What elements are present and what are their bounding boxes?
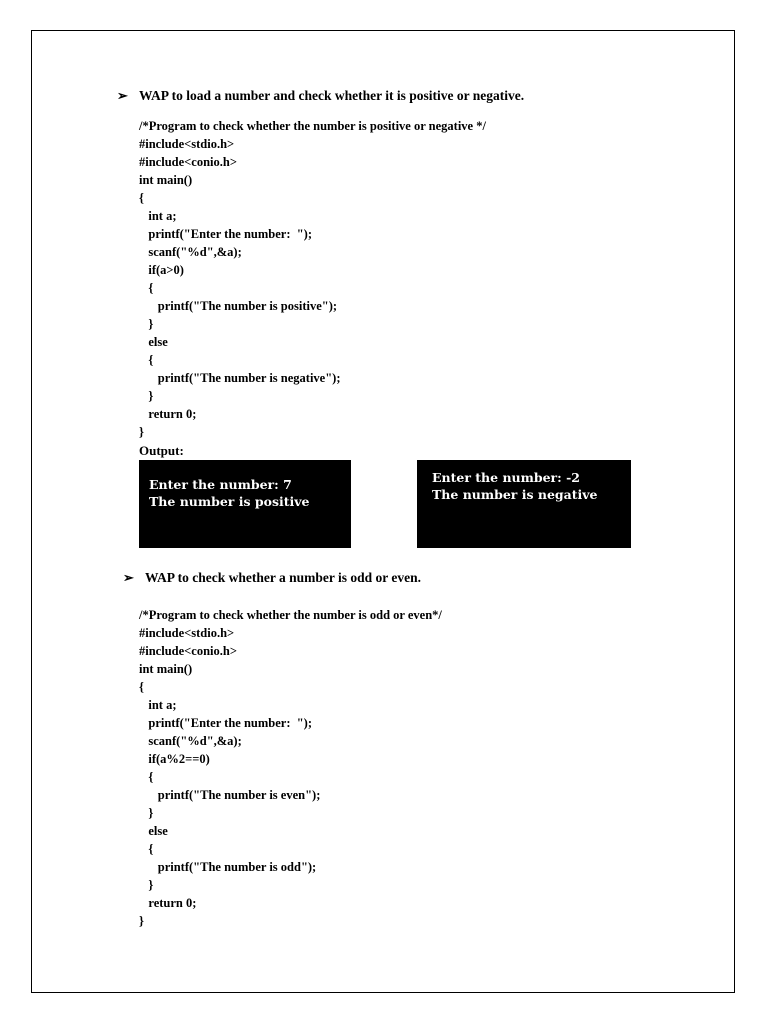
section1-code-block	[139, 117, 486, 441]
section2-heading	[123, 570, 421, 586]
console-line: The number is negative	[432, 487, 598, 502]
code-line: {	[139, 842, 154, 856]
console-line: Enter the number: -2	[432, 470, 580, 485]
code-line: }	[139, 914, 144, 928]
code-line: scanf("%d",&a);	[139, 734, 242, 748]
code-line: return 0;	[139, 896, 197, 910]
code-line: {	[139, 191, 144, 205]
output-label: Output:	[139, 443, 184, 458]
code-line: if(a%2==0)	[139, 752, 210, 766]
code-line: if(a>0)	[139, 263, 184, 277]
arrow-bullet-icon: ➢	[123, 570, 134, 585]
code-line: printf("Enter the number: ");	[139, 227, 313, 241]
code-line: /*Program to check whether the number is positive or negative */	[139, 119, 486, 133]
code-line: {	[139, 770, 154, 784]
section1-heading-text: WAP to load a number and check whether it is positive or negative.	[139, 88, 525, 103]
code-line: else	[139, 335, 168, 349]
code-line: printf("The number is negative");	[139, 371, 341, 385]
code-line: #include<conio.h>	[139, 155, 237, 169]
code-line: }	[139, 878, 154, 892]
code-line: printf("Enter the number: ");	[139, 716, 313, 730]
code-line: /*Program to check whether the number is odd or even*/	[139, 608, 442, 622]
code-line: int main()	[139, 173, 193, 187]
console-line: The number is positive	[149, 494, 310, 509]
code-line: #include<stdio.h>	[139, 626, 235, 640]
section2-code-block	[139, 606, 442, 930]
code-line: }	[139, 317, 154, 331]
code-line: int a;	[139, 698, 177, 712]
code-line: printf("The number is even");	[139, 788, 321, 802]
console-line: Enter the number: 7	[149, 477, 292, 492]
section1-heading	[117, 88, 524, 104]
code-line: #include<conio.h>	[139, 644, 237, 658]
code-line: }	[139, 806, 154, 820]
code-line: {	[139, 281, 154, 295]
code-line: int main()	[139, 662, 193, 676]
section2-heading-text: WAP to check whether a number is odd or even.	[145, 570, 422, 585]
code-line: }	[139, 389, 154, 403]
output-console-negative	[417, 460, 631, 548]
arrow-bullet-icon: ➢	[117, 88, 128, 103]
code-line: scanf("%d",&a);	[139, 245, 242, 259]
code-line: printf("The number is positive");	[139, 299, 338, 313]
code-line: printf("The number is odd");	[139, 860, 317, 874]
code-line: return 0;	[139, 407, 197, 421]
output-console-positive	[139, 460, 351, 548]
code-line: else	[139, 824, 168, 838]
code-line: #include<stdio.h>	[139, 137, 235, 151]
code-line: int a;	[139, 209, 177, 223]
code-line: }	[139, 425, 144, 439]
code-line: {	[139, 353, 154, 367]
code-line: {	[139, 680, 144, 694]
